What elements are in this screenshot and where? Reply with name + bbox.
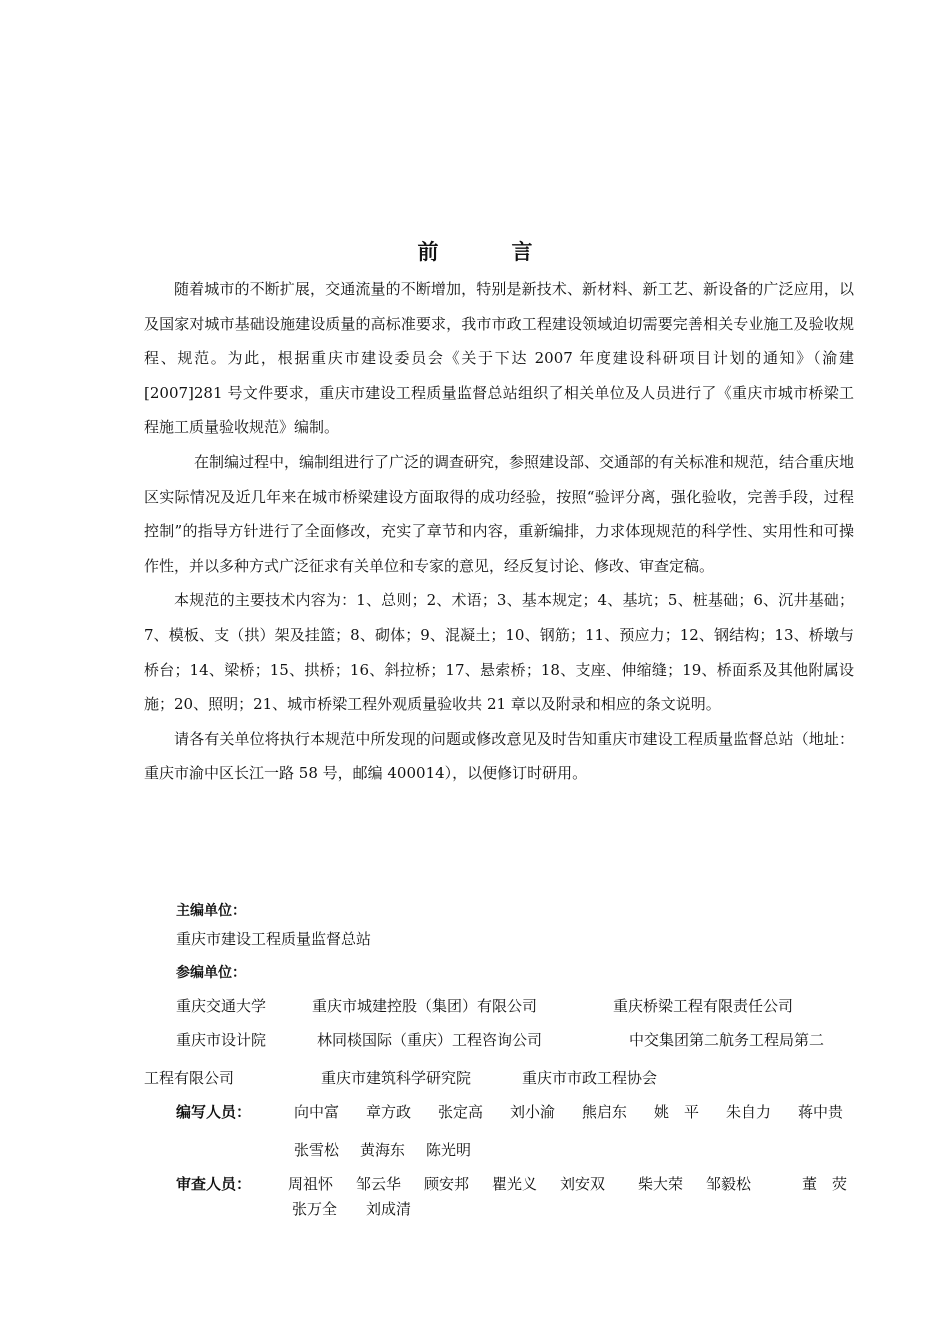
writer-name: 刘小渝	[510, 1103, 556, 1121]
co-editor: 重庆市市政工程协会	[522, 1069, 658, 1087]
writer-name: 张雪松	[294, 1141, 340, 1159]
reviewer-name: 董 荧	[802, 1175, 848, 1193]
writer-name: 蒋中贵	[798, 1103, 844, 1121]
co-editor: 工程有限公司	[144, 1069, 235, 1087]
paragraph-2: 在制编过程中，编制组进行了广泛的调查研究，参照建设部、交通部的有关标准和规范，结合重庆地区实际情况及近几年来在城市桥梁建设方面取得的成功经验，按照“验评分离，强化验收，完善手段，过程控制”的指导方针进行了全面修改，充实了章节和内容，重新编排，力求体现规范的科学性、实用性和可操作性，并以多种方式广泛征求有关单位和专家的意见，经反复讨论、修改、审查定稿。	[144, 452, 855, 575]
writers-row-2	[294, 1139, 471, 1160]
co-editors-row-1	[176, 995, 793, 1016]
paragraph-3: 本规范的主要技术内容为：1、总则；2、术语；3、基本规定；4、基坑；5、桩基础；6、沉井基础；7、模板、支（拱）架及挂篮；8、砌体；9、混凝土；10、钢筋；11、预应力；12、钢结构；13、桥墩与桥台；14、梁桥；15、拱桥；16、斜拉桥；17、悬索桥；18、支座、伸缩缝；19、桥面系及其他附属设施；20、照明；21、城市桥梁工程外观质量验收共 21 章以及附录和相应的条文说明。	[144, 591, 854, 714]
reviewer-name: 柴大荣	[638, 1175, 684, 1193]
reviewers-row-1	[288, 1173, 847, 1194]
co-editors-row-2	[176, 1029, 824, 1050]
chief-editor-label: 主编单位：	[176, 903, 246, 919]
writer-name: 朱自力	[726, 1103, 772, 1121]
reviewers-row-2	[292, 1198, 411, 1219]
writer-name: 张定高	[438, 1103, 484, 1121]
co-editor: 重庆交通大学	[176, 997, 267, 1015]
reviewer-name: 顾安邦	[424, 1175, 470, 1193]
writer-name: 黄海东	[360, 1141, 406, 1159]
preface-body	[144, 272, 854, 791]
reviewer-name: 邹云华	[356, 1175, 402, 1193]
co-editors-row-3	[144, 1067, 657, 1088]
paragraph-1: 随着城市的不断扩展，交通流量的不断增加，特别是新技术、新材料、新工艺、新设备的广泛应用，以及国家对城市基础设施建设质量的高标准要求，我市市政工程建设领域迫切需要完善相关专业施工及验收规程、规范。为此，根据重庆市建设委员会《关于下达 2007 年度建设科研项目计划的通知》（渝建[2007]281 号文件要求，重庆市建设工程质量监督总站组织了相关单位及人员进行了《重庆市城市桥梁工程施工质量验收规范》编制。	[144, 280, 854, 437]
writer-name: 章方政	[366, 1103, 412, 1121]
writers-row-1	[294, 1101, 843, 1122]
co-editor: 重庆市建筑科学研究院	[321, 1069, 472, 1087]
co-editor: 重庆市城建控股（集团）有限公司	[312, 997, 538, 1015]
reviewer-name: 周祖怀	[288, 1175, 334, 1193]
co-editor: 林同棪国际（重庆）工程咨询公司	[317, 1031, 543, 1049]
writer-name: 姚 平	[654, 1103, 700, 1121]
reviewers-label: 审查人员：	[176, 1175, 252, 1193]
co-editor: 重庆桥梁工程有限责任公司	[613, 997, 794, 1015]
page-title: 前 言	[417, 240, 559, 264]
paragraph-4: 请各有关单位将执行本规范中所发现的问题或修改意见及时告知重庆市建设工程质量监督总站（地址：重庆市渝中区长江一路 58 号，邮编 400014），以便修订时研用。	[144, 729, 854, 783]
chief-editor-name: 重庆市建设工程质量监督总站	[176, 930, 372, 948]
co-editor: 中交集团第二航务工程局第二	[629, 1031, 825, 1049]
co-editor: 重庆市设计院	[176, 1031, 267, 1049]
reviewer-name: 瞿光义	[492, 1175, 538, 1193]
co-editors-label: 参编单位：	[176, 965, 246, 981]
writer-name: 陈光明	[426, 1141, 472, 1159]
reviewer-name: 张万全	[292, 1200, 338, 1218]
reviewer-name: 邹毅松	[706, 1175, 752, 1193]
reviewer-name: 刘安双	[560, 1175, 606, 1193]
writer-name: 熊启东	[582, 1103, 628, 1121]
writers-label: 编写人员：	[176, 1103, 252, 1121]
reviewer-name: 刘成清	[366, 1200, 412, 1218]
writer-name: 向中富	[294, 1103, 340, 1121]
